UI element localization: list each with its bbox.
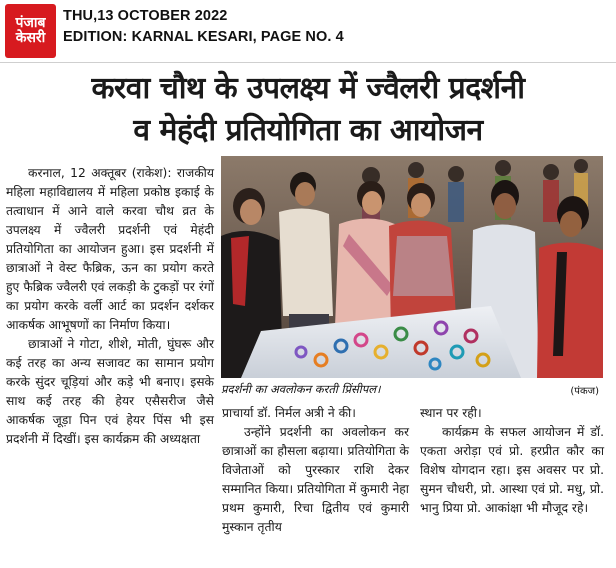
edition-page: EDITION: KARNAL KESARI, PAGE NO. 4 [63, 29, 344, 45]
column-3-paragraph-1: स्थान पर रही। [420, 406, 482, 420]
logo-line-1: पंजाब [15, 15, 46, 32]
edition-info [63, 6, 344, 48]
column-2-paragraph-2: उन्होंने प्रदर्शनी का अवलोकन कर छात्राओं का हौसला बढ़ाया। प्रतियोगिता के विजेताओं को पुरस्कार राशि देकर सम्मानित किया। प्रतियोगिता में कुमारी नेहा प्रथम कुमारी, रिचा द्वितीय एवं कुमारी मुस्कान तृतीय [222, 425, 409, 534]
header-divider [0, 62, 616, 63]
newspaper-logo [5, 4, 56, 58]
logo-line-2: केसरी [15, 30, 46, 46]
column-1-paragraph-1: करनाल, 12 अक्तूबर (राकेश): राजकीय महिला महाविद्यालय में महिला प्रकोष्ठ इकाई के तत्वाधान में आने वाले करवा चौथ व्रत के उपलक्ष्य में ज्वैलरी प्रदर्शनी एवं मेहंदी प्रतियोगिता का आयोजन हुआ। इस प्रदर्शनी में छात्राओं ने वेस्ट फैब्रिक, ऊन का प्रयोग करते हुए फैब्रिक ज्वैलरी एवं लकड़ी के टुकड़ों पर रंगों का प्रयोग करके वर्ली आर्ट का प्रदर्शन दर्शकर आकर्षक आभूषणों का निर्माण किया। [6, 166, 214, 332]
article-column-1 [6, 164, 214, 449]
photo-caption [221, 380, 603, 398]
article-column-2 [222, 404, 409, 537]
column-2-paragraph-1: प्राचार्या डॉ. निर्मल अत्री ने की। [222, 406, 356, 420]
publication-date: THU,13 OCTOBER 2022 [63, 8, 228, 24]
photo-credit: (पंकज) [570, 386, 599, 397]
headline-line-1: करवा चौथ के उपलक्ष्य में ज्वैलरी प्रदर्शनी [91, 71, 525, 106]
caption-text: प्रदर्शनी का अवलोकन करती प्रिंसीपल। [221, 382, 381, 396]
news-photo [221, 156, 603, 378]
column-1-paragraph-2: छात्राओं ने गोटा, शीशे, मोती, घुंघरू और कई तरह का अन्य सजावट का सामान प्रयोग करके सुंदर चूड़ियां और कड़े भी बनाए। इसके साथ कई तरह की हेयर एसैसरीज जैसे आकर्षक जूड़ा पिन एवं हेयर पिंस भी इस प्रदर्शनी में दिखीं। इस कार्यक्रम की अध्यक्षता [6, 337, 214, 446]
exhibition-photo-illustration [221, 156, 603, 378]
article-headline [0, 68, 616, 152]
headline-line-2: व मेहंदी प्रतियोगिता का आयोजन [133, 113, 483, 148]
column-3-paragraph-2: कार्यक्रम के सफल आयोजन में डॉ. एकता अरोड़ा एवं प्रो. हरप्रीत कौर का विशेष योगदान रहा। इस अवसर पर प्रो. सुमन चौधरी, प्रो. आस्था एवं प्रो. मधु, प्रो. भानु प्रिया प्रो. आकांक्षा भी मौजूद रहे। [420, 425, 604, 515]
article-column-3 [420, 404, 604, 518]
